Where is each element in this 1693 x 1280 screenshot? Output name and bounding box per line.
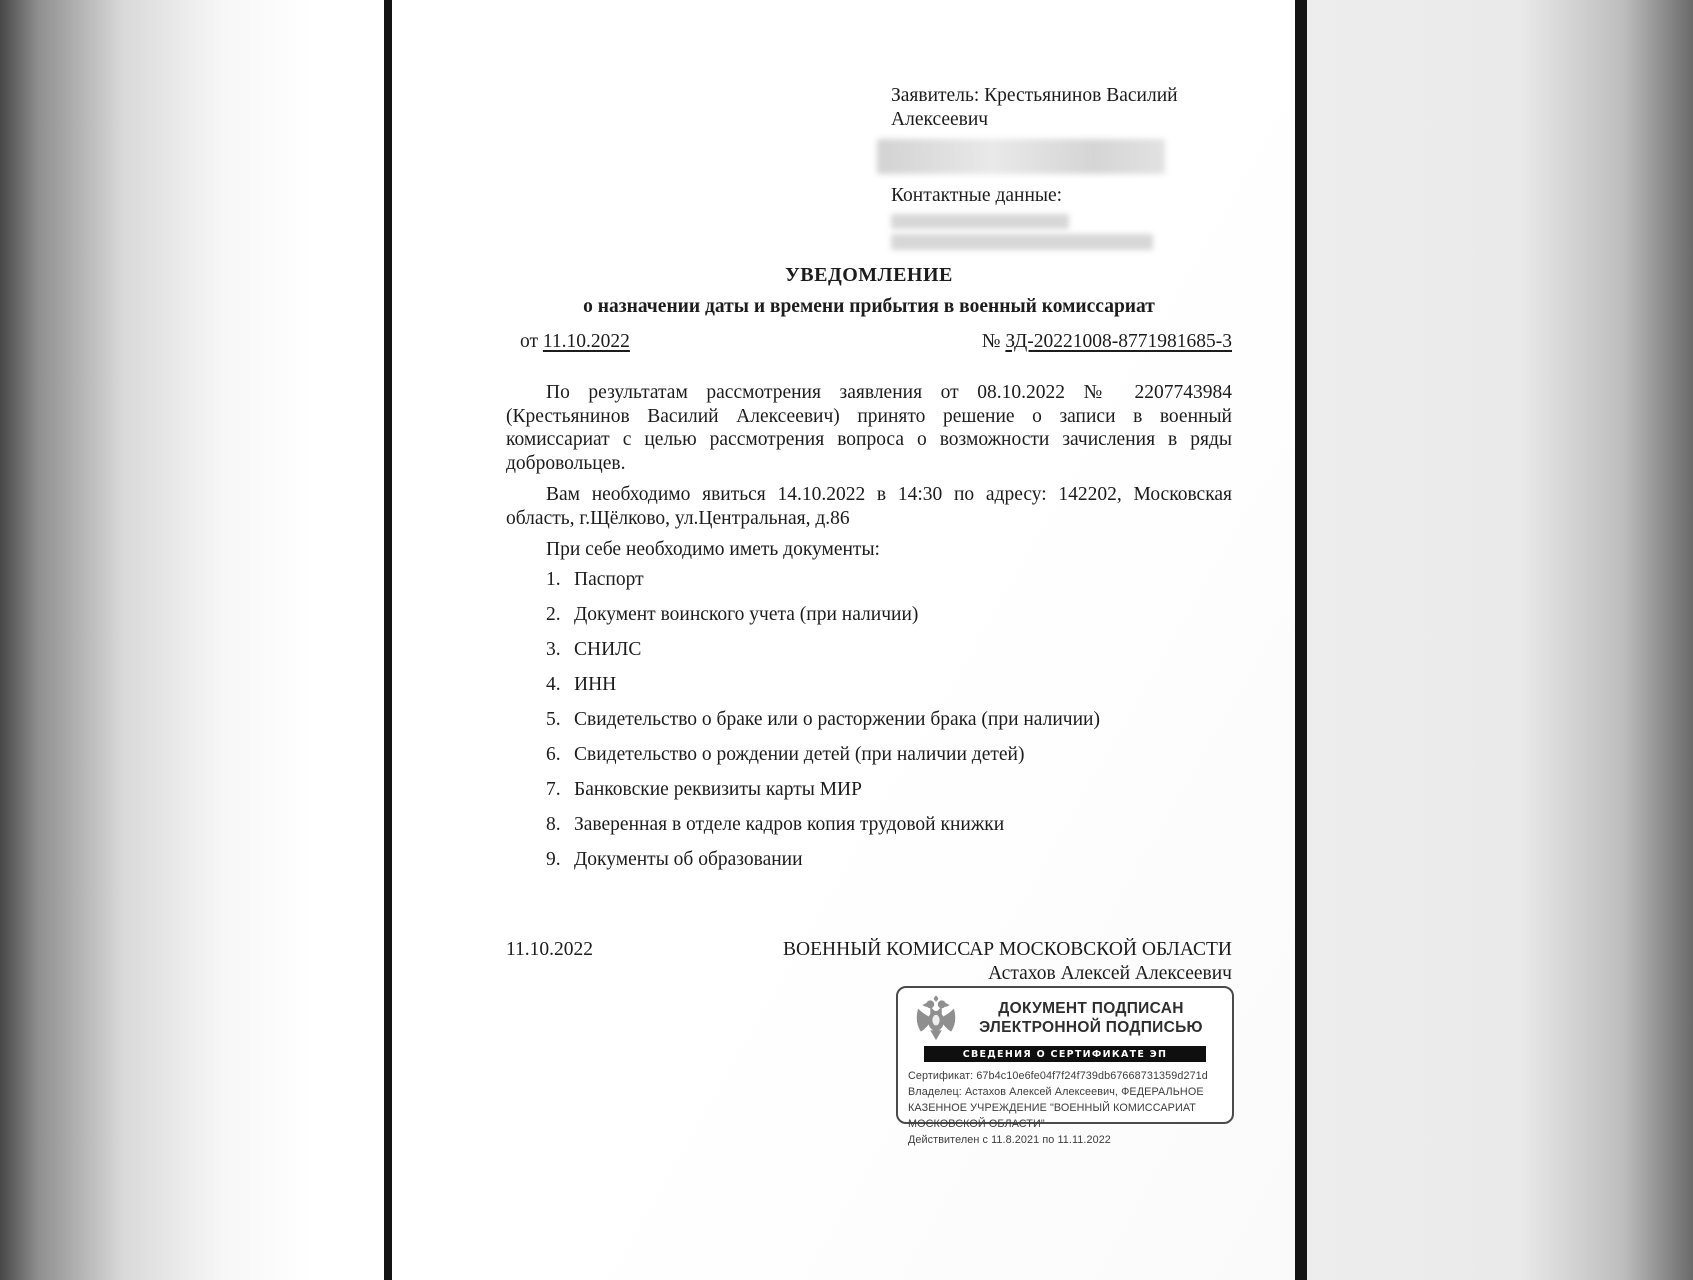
list-item-number: 4. (546, 673, 561, 695)
list-item (546, 708, 1232, 731)
list-item-text: Документ воинского учета (при наличии) (574, 603, 919, 625)
paragraph-appointment: Вам необходимо явиться 14.10.2022 в 14:30 по адресу: 142202, Московская область, г.Щёлково, ул.Центральная, д.86 (506, 484, 1232, 529)
certificate-info-bar: СВЕДЕНИЯ О СЕРТИФИКАТЕ ЭП (924, 1046, 1206, 1062)
document-body (506, 381, 1232, 883)
coat-of-arms-icon (912, 995, 960, 1041)
list-item (546, 673, 1232, 696)
electronic-signature-stamp (896, 986, 1234, 1146)
list-item-number: 2. (546, 603, 561, 625)
stamp-title (960, 999, 1222, 1037)
list-item (546, 603, 1232, 626)
list-item-number: 7. (546, 778, 561, 800)
redacted-address (877, 139, 1165, 174)
stamp-details (908, 1068, 1222, 1148)
list-item-number: 5. (546, 708, 561, 730)
paragraph-list-intro: При себе необходимо иметь документы: (546, 539, 880, 560)
stamp-title-line2: ЭЛЕКТРОННОЙ ПОДПИСЬЮ (979, 1019, 1203, 1036)
document-date (506, 330, 630, 354)
signature-block (506, 938, 1232, 986)
stamp-header-row (908, 995, 1222, 1041)
applicant-name: Заявитель: Крестьянинов Василий Алексеевич (891, 85, 1178, 130)
document-number (982, 330, 1232, 354)
list-item-text: Паспорт (574, 568, 644, 590)
documents-list (506, 568, 1232, 871)
document-heading (506, 262, 1232, 320)
redacted-contact-phone (891, 214, 1069, 229)
list-item-number: 8. (546, 813, 561, 835)
list-item-text: Свидетельство о рождении детей (при наличии детей) (574, 743, 1025, 765)
background-blur-right (1307, 0, 1693, 1280)
list-item (546, 638, 1232, 661)
list-item (546, 848, 1232, 871)
validity-line: Действителен с 11.8.2021 по 11.11.2022 (908, 1134, 1111, 1146)
list-item-text: СНИЛС (574, 638, 642, 660)
list-item (546, 568, 1232, 591)
list-item-number: 3. (546, 638, 561, 660)
list-item-text: Документы об образовании (574, 848, 803, 870)
list-item-text: Свидетельство о браке или о расторжении брака (при наличии) (574, 708, 1100, 730)
owner-line: Владелец: Астахов Алексей Алексеевич, ФЕДЕРАЛЬНОЕ КАЗЕННОЕ УЧРЕЖДЕНИЕ "ВОЕННЫЙ КОМИССАРИАТ МОСКОВСКОЙ ОБЛАСТИ" (908, 1086, 1204, 1130)
list-item-text: Заверенная в отделе кадров копия трудовой книжки (574, 813, 1005, 835)
number-value: ЗД-20221008-8771981685-3 (1005, 331, 1232, 352)
applicant-block (891, 84, 1239, 250)
list-item (546, 743, 1232, 766)
signer-title: ВОЕННЫЙ КОМИССАР МОСКОВСКОЙ ОБЛАСТИ (783, 939, 1232, 960)
document-page (384, 0, 1307, 1280)
signer-block (783, 938, 1232, 986)
date-prefix: от (520, 331, 543, 352)
list-item-number: 6. (546, 743, 561, 765)
signer-name: Астахов Алексей Алексеевич (988, 963, 1232, 984)
date-value: 11.10.2022 (542, 331, 630, 352)
contacts-label: Контактные данные: (891, 185, 1063, 206)
signature-date: 11.10.2022 (506, 939, 594, 960)
page-subtitle: о назначении даты и времени прибытия в военный комиссариат (583, 296, 1155, 317)
page-title: УВЕДОМЛЕНИЕ (785, 264, 953, 286)
list-item-number: 9. (546, 848, 561, 870)
reference-row (506, 330, 1232, 354)
list-item (546, 778, 1232, 801)
list-item-text: ИНН (574, 673, 617, 695)
list-item (546, 813, 1232, 836)
list-item-text: Банковские реквизиты карты МИР (574, 778, 862, 800)
number-prefix: № (981, 331, 1006, 352)
redacted-contact-email (891, 234, 1153, 250)
certificate-line: Сертификат: 67b4c10e6fe04f7f24f739db67668731359d271d (908, 1070, 1208, 1082)
paragraph-decision: По результатам рассмотрения заявления от 08.10.2022 № 2207743984 (Крестьянинов Василий Алексеевич) принято решение о записи в военный комиссариат с целью рассмотрения вопроса о возможности зачисления в ряды добровольцев. (506, 382, 1232, 474)
stamp-title-line1: ДОКУМЕНТ ПОДПИСАН (998, 1000, 1184, 1017)
list-item-number: 1. (546, 568, 561, 590)
background-blur-left (0, 0, 384, 1280)
